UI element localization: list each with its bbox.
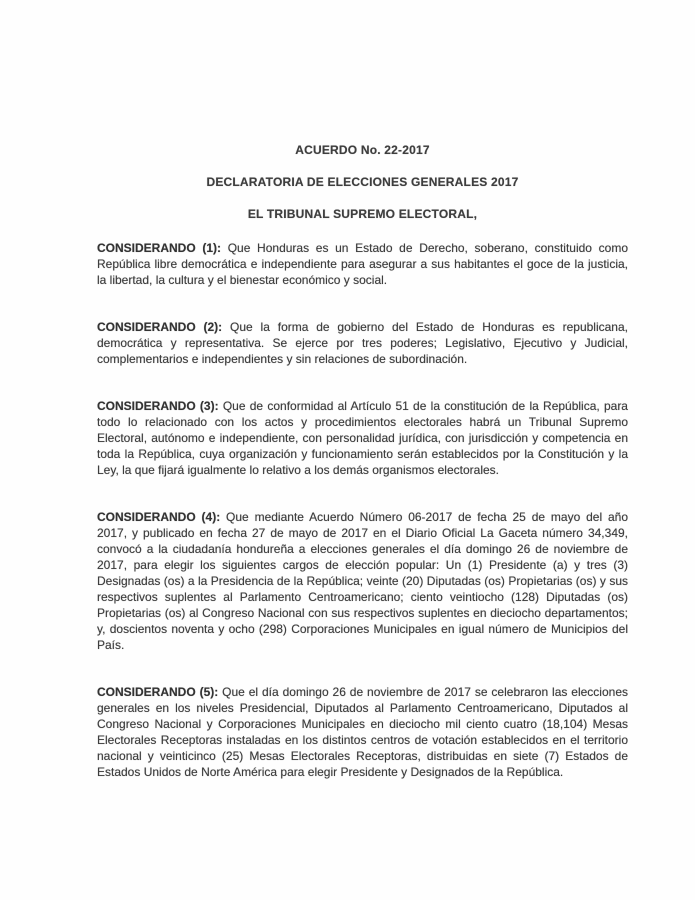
document-subtitle: DECLARATORIA DE ELECCIONES GENERALES 2017 (206, 175, 519, 189)
considerando-2-paragraph (97, 319, 628, 367)
considerando-3-label: CONSIDERANDO (3): (97, 399, 219, 413)
considerando-1-label: CONSIDERANDO (1): (97, 241, 222, 255)
document-content (97, 144, 628, 811)
considerando-5-label: CONSIDERANDO (5): (97, 685, 219, 699)
considerando-3-paragraph (97, 398, 628, 478)
considerando-4-label: CONSIDERANDO (4): (97, 510, 221, 524)
considerando-3-text: Que de conformidad al Artículo 51 de la constitución de la República, para todo lo relacionado con los actos y procedimientos electorales habrá un Tribunal Supremo Electoral, autónomo e independiente, con personalidad jurídica, con jurisdicción y competencia en toda la República, cuya organización y funcionamiento serán establecidos por la Constitución y la Ley, la que fijará igualmente lo relativo a los demás organismos electorales. (97, 399, 628, 477)
considerando-4-paragraph (97, 509, 628, 653)
considerando-5-text: Que el día domingo 26 de noviembre de 2017 se celebraron las elecciones generales en los niveles Presidencial, Diputados al Parlamento Centroamericano, Diputados al Congreso Nacional y Corporaciones Municipales en dieciocho mil ciento cuatro (18,104) Mesas Electorales Receptoras instaladas en los distintos centros de votación establecidos en el territorio nacional y veinticinco (25) Mesas Electorales Receptoras, distribuidas en siete (7) Estados de Estados Unidos de Norte América para elegir Presidente y Designados de la República. (97, 685, 628, 779)
document-title: ACUERDO No. 22-2017 (295, 143, 430, 157)
document-issuer: EL TRIBUNAL SUPREMO ELECTORAL, (247, 207, 478, 221)
considerando-2-text: Que la forma de gobierno del Estado de Honduras es republicana, democrática y representativa. Se ejerce por tres poderes; Legislativo, Ejecutivo y Judicial, complementarios e independientes y sin relaciones de subordinación. (97, 320, 628, 366)
considerando-2-label: CONSIDERANDO (2): (97, 320, 223, 334)
considerando-4-text: Que mediante Acuerdo Número 06-2017 de fecha 25 de mayo del año 2017, y publicado en fecha 27 de mayo de 2017 en el Diario Oficial La Gaceta número 34,349, convocó a la ciudadanía hondureña a elecciones generales el día domingo 26 de noviembre de 2017, para elegir los siguientes cargos de elección popular: Un (1) Presidente (a) y tres (3) Designadas (os) a la Presidencia de la República; veinte (20) Diputadas (os) Propietarias (os) y sus respectivos suplentes al Parlamento Centroamericano; ciento veintiocho (128) Diputadas (os) Propietarias (os) al Congreso Nacional con sus respectivos suplentes en dieciocho departamentos; y, doscientos noventa y ocho (298) Corporaciones Municipales en igual número de Municipios del País. (97, 510, 628, 652)
document-header (97, 144, 628, 220)
considerando-5-paragraph (97, 684, 628, 780)
considerando-1-text: Que Honduras es un Estado de Derecho, soberano, constituido como República libre democrática e independiente para asegurar a sus habitantes el goce de la justicia, la libertad, la cultura y el bienestar económico y social. (97, 241, 628, 287)
considerando-1-paragraph (97, 240, 628, 288)
